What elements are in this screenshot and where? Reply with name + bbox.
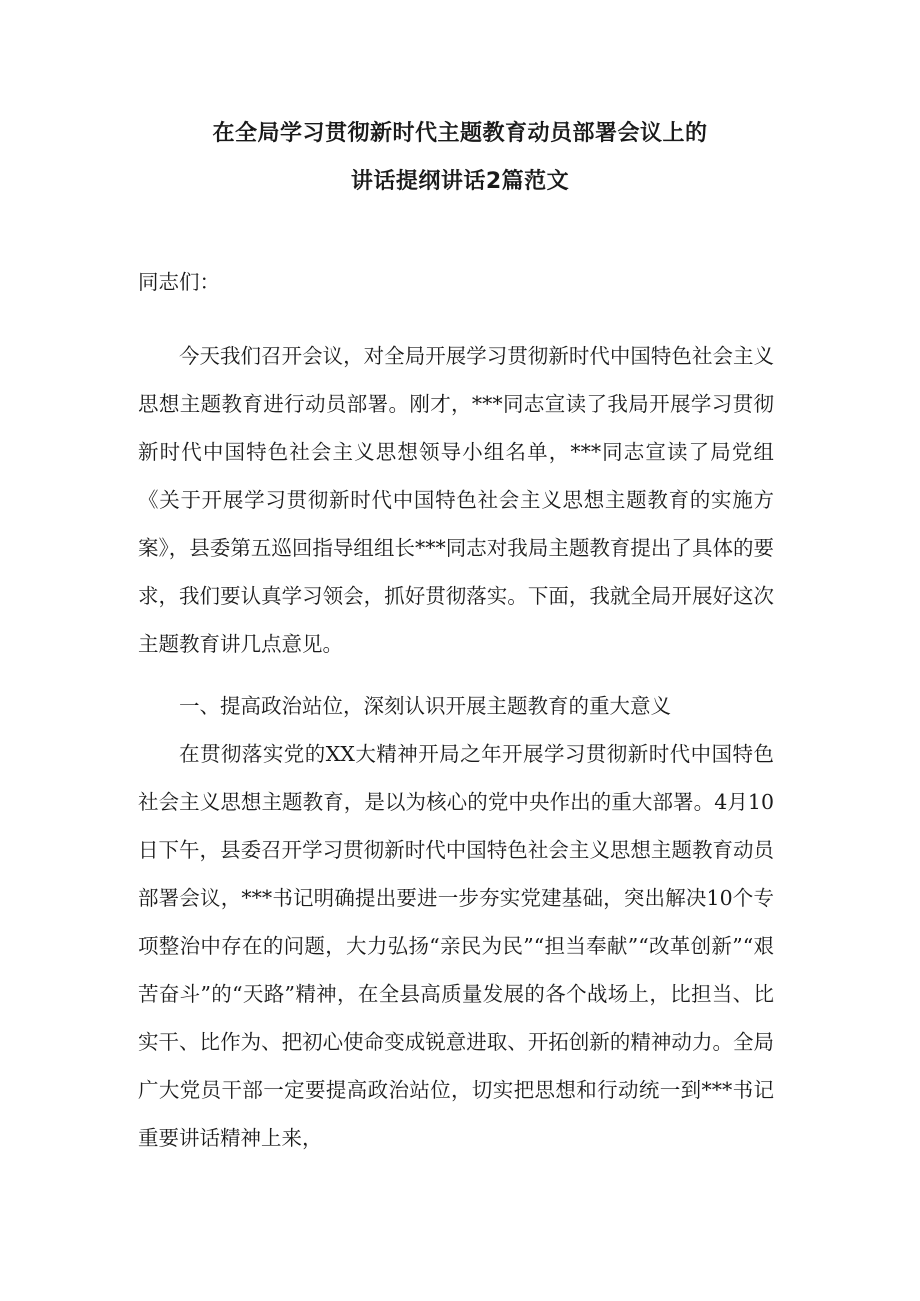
document-title-line-1: 在全局学习贯彻新时代主题教育动员部署会议上的: [212, 121, 708, 146]
salutation: 同志们：: [138, 270, 220, 294]
paragraph-opening: 今天我们召开会议，对全局开展学习贯彻新时代中国特色社会主义思想主题教育进行动员部署。刚才，***同志宣读了我局开展学习贯彻新时代中国特色社会主义思想领导小组名单，***同志宣读了局党组《关于开展学习贯彻新时代中国特色社会主义思想主题教育的实施方案》，县委第五巡回指导组组长***同志对我局主题教育提出了具体的要求，我们要认真学习领会，抓好贯彻落实。下面，我就全局开展好这次主题教育讲几点意见。: [138, 344, 774, 656]
paragraph-section-1: 在贯彻落实党的XX大精神开局之年开展学习贯彻新时代中国特色社会主义思想主题教育，是以为核心的党中央作出的重大部署。4月10日下午，县委召开学习贯彻新时代中国特色社会主义思想主题教育动员部署会议，***书记明确提出要进一步夯实党建基础，突出解决10个专项整治中存在的问题，大力弘扬“亲民为民”“担当奉献”“改革创新”“艰苦奋斗”的“天路”精神，在全县高质量发展的各个战场上，比担当、比实干、比作为、把初心使命变成锐意进取、开拓创新的精神动力。全局广大党员干部一定要提高政治站位，切实把思想和行动统一到***书记重要讲话精神上来，: [138, 742, 774, 1150]
section-heading-1: 一、提高政治站位，深刻认识开展主题教育的重大意义: [179, 694, 671, 718]
document-title-line-2: 讲话提纲讲话2篇范文: [350, 169, 570, 194]
